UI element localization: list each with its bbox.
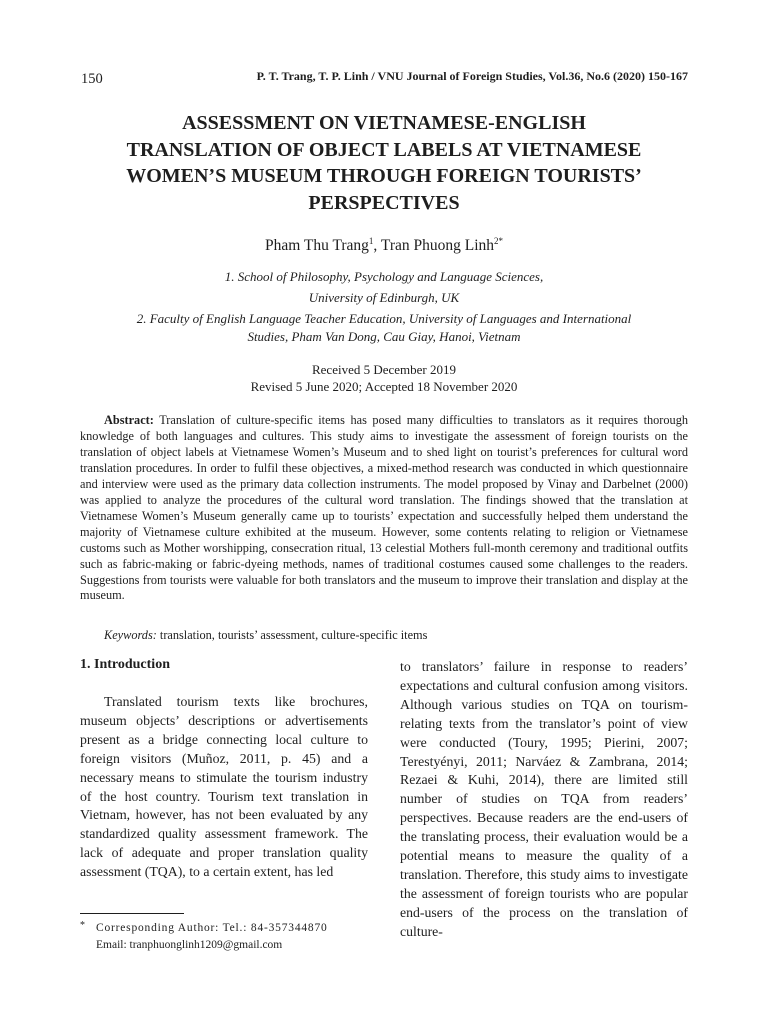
author-affiliation-mark: 2* [494, 236, 504, 246]
title-line: ASSESSMENT ON VIETNAMESE-ENGLISH [182, 112, 586, 134]
paper-title [70, 110, 698, 216]
title-line: TRANSLATION OF OBJECT LABELS AT VIETNAMESE [126, 138, 642, 161]
footnote-divider [80, 913, 184, 914]
footnote-marker: * [80, 920, 85, 931]
section-heading: 1. Introduction [80, 657, 170, 672]
author-list [0, 236, 768, 255]
article-dates [0, 361, 768, 395]
author-name: Pham Thu Trang [264, 237, 369, 255]
footnote [80, 920, 380, 954]
keywords-text: translation, tourists’ assessment, culture-specific items [156, 628, 428, 642]
author-affiliation-mark: 1 [368, 236, 374, 246]
affiliation-line: University of Edinburgh, UK [308, 290, 460, 305]
corresponding-author: Corresponding Author: Tel.: 84-357344870 [96, 922, 328, 934]
title-line: WOMEN’S MUSEUM THROUGH FOREIGN TOURISTS’ [126, 165, 642, 187]
body-right-column: to translators’ failure in response to readers’ expectations and cultural confusion among visitors. Although various studies on TQA on tourism-relating texts from the translator’s point of view were conducted (Toury, 1995; Pierini, 2007; Terestyényi, 2011; Narváez & Zambrana, 2014; Rezaei & Kuhi, 2014), there are limited still number of studies on TQA from readers’ perspectives. Because readers are the end-users of the translating process, their evaluation would be a potential means to measure the quality of a translation. Therefore, this study aims to investigate the assessment of foreign tourists who are popular end-users of the process on the translation of culture- [400, 659, 688, 939]
keywords [104, 628, 427, 643]
abstract-label: Abstract: [104, 413, 154, 427]
abstract [80, 413, 688, 604]
page-number: 150 [81, 71, 103, 87]
body-left-column: Translated tourism texts like brochures, museum objects’ descriptions or advertisements present as a bridge connecting local culture to foreign visitors (Muñoz, 2011, p. 45) and a necessary means to stimulate the tourism industry of the host country. Tourism text translation in Vietnam, however, has not been evaluated by any standardized quality assessment framework. The lack of adequate and proper translation quality assessment (TQA), to a certain extent, has led [80, 694, 368, 880]
running-header: P. T. Trang, T. P. Linh / VNU Journal of Foreign Studies, Vol.36, No.6 (2020) 150-167 [256, 69, 688, 83]
title-line: PERSPECTIVES [308, 191, 460, 214]
received-date: Received 5 December 2019 [311, 362, 457, 377]
author-name: Tran Phuong Linh [380, 237, 495, 255]
revised-accepted-date: Revised 5 June 2020; Accepted 18 November 2020 [250, 379, 518, 394]
affiliation-line: Studies, Pham Van Dong, Cau Giay, Hanoi, Vietnam [247, 329, 521, 344]
author-email: Email: tranphuonglinh1209@gmail.com [96, 939, 283, 951]
keywords-label: Keywords: [104, 628, 157, 642]
affiliation-line: 2. Faculty of English Language Teacher Education, University of Languages and International [136, 311, 632, 326]
author-separator: , [373, 237, 381, 255]
affiliation-line: 1. School of Philosophy, Psychology and Language Sciences, [224, 269, 544, 284]
abstract-text: Translation of culture-specific items has posed many difficulties to translators as it requires thorough knowledge of both languages and cultures. This study aims to investigate the assessment of foreign tourists on the translation of object labels at Vietnamese Women’s Museum and to shed light on tourist’s preferences for cultural word translation procedures. In order to fulfil these objectives, a mixed-method research was conducted in which questionnaire and interview were used as the primary data collection instruments. The model proposed by Vinay and Darbelnet (2000) was applied to analyze the procedures of the cultural word translation. The findings showed that the translation at Vietnamese Women’s Museum generally came up to tourists’ expectation and successfully helped them understand the majority of Vietnamese culture exhibited at the museum. However, some contents relating to religion or Vietnamese customs such as Mother worshipping, consecration ritual, 13 celestial Mothers full-month ceremony and traditional outfits such as fabric-making or fabric-dyeing methods, names of traditional costumes caused some challenges to the readers. Suggestions from tourists were valuable for both translators and the museum to improve their translation and display at the museum. [80, 413, 688, 603]
